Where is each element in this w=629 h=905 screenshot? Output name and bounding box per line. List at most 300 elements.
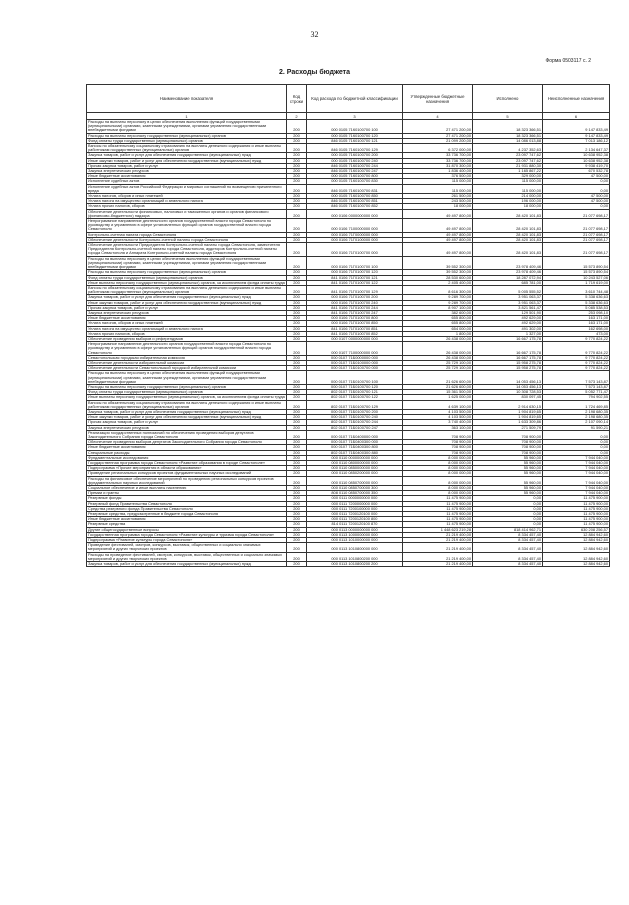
- row-remaining: 9 770 824,22: [543, 366, 610, 371]
- row-line-code: 200: [287, 506, 307, 511]
- row-remaining: 7 944 040,00: [543, 471, 610, 476]
- row-approved: 11 475 900,00: [403, 522, 473, 527]
- row-approved: 49 497 800,00: [403, 209, 473, 218]
- row-approved: 39 552 300,00: [403, 270, 473, 275]
- row-line-code: 200: [287, 270, 307, 275]
- row-remaining: 163 171,00: [543, 321, 610, 326]
- row-classification-code: 802 0107 71Б0100700 129: [307, 400, 403, 409]
- row-line-code: 200: [287, 371, 307, 385]
- row-classification-code: 802 0107 71Б0100700 244: [307, 420, 403, 425]
- row-executed: 55 960,00: [473, 466, 543, 471]
- row-executed: 15 958 275,78: [473, 360, 543, 365]
- row-executed: 14 053 456,13: [473, 384, 543, 389]
- row-line-code: 200: [287, 237, 307, 242]
- row-name: Иные закупки товаров, работ и услуг для обеспечения государственных (муниципальных) нужд: [87, 300, 287, 305]
- row-name: Закупка товаров, работ и услуг для обеспечения государственных (муниципальных) нужд: [87, 153, 287, 158]
- row-remaining: 15 573 890,54: [543, 270, 610, 275]
- row-line-code: 200: [287, 336, 307, 341]
- row-executed: 23 978 409,46: [473, 270, 543, 275]
- row-approved: 26 438 000,00: [403, 342, 473, 356]
- row-remaining: 7 944 040,00: [543, 455, 610, 460]
- column-number: 5: [473, 113, 543, 120]
- row-line-code: 200: [287, 295, 307, 300]
- row-remaining: 5 338 636,63: [543, 295, 610, 300]
- table-row: [87, 219, 610, 233]
- row-approved: 708 900,00: [403, 440, 473, 445]
- row-line-code: 200: [287, 174, 307, 179]
- row-approved: 4 103 500,00: [403, 409, 473, 414]
- row-executed: 23 097 747,62: [473, 153, 543, 158]
- row-remaining: 2 134 647,37: [543, 144, 610, 153]
- row-classification-code: 000 0106 7100000000 000: [307, 219, 403, 233]
- row-approved: 3 740 400,00: [403, 420, 473, 425]
- table-row: [87, 543, 610, 552]
- row-approved: 21 626 600,00: [403, 384, 473, 389]
- row-approved: 21 219 400,00: [403, 532, 473, 537]
- row-classification-code: 841 0106 71Г0100700 244: [307, 305, 403, 310]
- row-approved: 25 729 100,00: [403, 360, 473, 365]
- row-remaining: 21 077 698,17: [543, 232, 610, 237]
- row-executed: 0,00: [473, 517, 543, 522]
- row-executed: 708 900,00: [473, 430, 543, 439]
- row-remaining: 2 107 090,14: [543, 420, 610, 425]
- row-name: Взносы по обязательному социальному страхованию на выплаты денежного содержания и иные выплаты работникам государственных (муниципальных) органов: [87, 285, 287, 294]
- row-executed: 28 420 101,83: [473, 232, 543, 237]
- table-row: [87, 562, 610, 567]
- row-classification-code: 000 0105 71К0100700 120: [307, 133, 403, 138]
- row-classification-code: 802 0107 71Б0100700 122: [307, 395, 403, 400]
- row-approved: 115 000,00: [403, 179, 473, 184]
- row-executed: 5 005 555,52: [473, 285, 543, 294]
- row-classification-code: 000 0110 0850700000 300: [307, 486, 403, 491]
- row-executed: 685 781,00: [473, 280, 543, 285]
- table-row: [87, 360, 610, 365]
- row-name: Уплата налогов, сборов и иных платежей: [87, 194, 287, 199]
- row-remaining: 1 719 619,00: [543, 280, 610, 285]
- row-executed: 18 000,00: [473, 204, 543, 209]
- row-name: Закупка товаров, работ и услуг для обеспечения государственных (муниципальных) нужд: [87, 562, 287, 567]
- row-name: Прочая закупка товаров, работ и услуг: [87, 305, 287, 310]
- row-approved: 26 438 000,00: [403, 355, 473, 360]
- row-executed: 8 334 457,40: [473, 562, 543, 567]
- row-classification-code: 846 0105 71К0100700 129: [307, 144, 403, 153]
- row-classification-code: 000 0106 71Г0100700 800: [307, 316, 403, 321]
- row-classification-code: 000 0105 71К0100700 100: [307, 120, 403, 134]
- row-name: Расходы на проведение фестивалей, смотров, конкурсов, выставок, общественных и социально значимых мероприятий и других творческих проектов: [87, 552, 287, 561]
- row-classification-code: 000 0106 71Г0100700 000: [307, 243, 403, 257]
- row-classification-code: 841 0106 71Г0100700 852: [307, 331, 403, 336]
- column-number: 1: [87, 113, 287, 120]
- row-approved: 708 900,00: [403, 445, 473, 450]
- row-approved: 1 625 000,00: [403, 395, 473, 400]
- row-remaining: 9 147 833,49: [543, 133, 610, 138]
- row-name: Обеспечение деятельности финансовых, налоговых и таможенных органов и органов финансового (финансово-бюджетного) надзора: [87, 209, 287, 218]
- row-name: Закупка товаров, работ и услуг для обеспечения государственных (муниципальных) нужд: [87, 409, 287, 414]
- row-name: Фонд оплаты труда государственных (муниципальных) органов: [87, 275, 287, 280]
- row-executed: 8 334 457,40: [473, 532, 543, 537]
- row-remaining: 2 198 680,35: [543, 415, 610, 420]
- row-remaining: 5 085 538,53: [543, 305, 610, 310]
- row-line-code: 200: [287, 133, 307, 138]
- row-executed: 28 420 101,83: [473, 243, 543, 257]
- table-row: [87, 355, 610, 360]
- table-body: [87, 120, 610, 567]
- row-approved: 26 438 000,00: [403, 336, 473, 341]
- row-name: Подпрограмма «Развитие культуры города Севастополя»: [87, 538, 287, 543]
- header-remaining: Неисполненные назначения: [543, 85, 610, 113]
- row-classification-code: 000 0110 0850000000 000: [307, 466, 403, 471]
- header-classification-code: Код расхода по бюджетной классификации: [307, 85, 403, 113]
- row-classification-code: 000 0106 71Г0100700 100: [307, 256, 403, 270]
- row-executed: 0,00: [473, 512, 543, 517]
- row-remaining: 21 077 698,17: [543, 243, 610, 257]
- row-line-code: 200: [287, 144, 307, 153]
- table-row: [87, 243, 610, 257]
- row-executed: 4 237 352,63: [473, 144, 543, 153]
- row-line-code: 200: [287, 501, 307, 506]
- row-remaining: 10 243 527,06: [543, 275, 610, 280]
- row-remaining: 9 770 824,22: [543, 360, 610, 365]
- row-approved: 1 448 623 219,28: [403, 527, 473, 532]
- row-classification-code: 841 0106 71Г0100700 121: [307, 275, 403, 280]
- row-name: Иные закупки товаров, работ и услуг для обеспечения государственных (муниципальных) нужд: [87, 158, 287, 163]
- row-line-code: 200: [287, 204, 307, 209]
- row-classification-code: 808 0110 0850700000 350: [307, 491, 403, 496]
- row-remaining: 47 500,00: [543, 194, 610, 199]
- row-approved: 708 900,00: [403, 430, 473, 439]
- row-line-code: 200: [287, 390, 307, 395]
- row-executed: 3 821 561,47: [473, 305, 543, 310]
- row-executed: 55 960,00: [473, 455, 543, 460]
- row-remaining: 7 944 040,00: [543, 476, 610, 485]
- row-remaining: 15 573 890,54: [543, 256, 610, 270]
- row-line-code: 200: [287, 450, 307, 455]
- row-remaining: 0,00: [543, 440, 610, 445]
- row-approved: 261 500,00: [403, 194, 473, 199]
- table-row: [87, 184, 610, 193]
- row-executed: 14 053 456,13: [473, 371, 543, 385]
- header-name: Наименование показателя: [87, 85, 287, 113]
- row-line-code: 200: [287, 420, 307, 425]
- row-remaining: 12 884 942,60: [543, 562, 610, 567]
- row-remaining: 11 475 900,00: [543, 496, 610, 501]
- row-remaining: 7 944 040,00: [543, 491, 610, 496]
- row-classification-code: 000 0107 71Б0100700 100: [307, 371, 403, 385]
- row-line-code: 200: [287, 491, 307, 496]
- row-classification-code: 000 0106 71Г0100700 240: [307, 300, 403, 305]
- row-classification-code: 802 0107 71Б0100700 121: [307, 390, 403, 395]
- row-executed: 14 086 013,88: [473, 138, 543, 143]
- row-name: Иные бюджетные ассигнования: [87, 517, 287, 522]
- row-executed: 708 900,00: [473, 440, 543, 445]
- table-row: [87, 138, 610, 143]
- row-approved: 654 000,00: [403, 326, 473, 331]
- row-executed: 491 302,00: [473, 326, 543, 331]
- row-executed: 492 629,00: [473, 321, 543, 326]
- row-name: Расходы на выплаты персоналу государственных (муниципальных) органов: [87, 384, 287, 389]
- row-classification-code: 000 0107 71Б0100700 200: [307, 409, 403, 414]
- row-line-code: 200: [287, 232, 307, 237]
- row-remaining: 47 500,00: [543, 174, 610, 179]
- row-name: Расходы на финансовое обеспечение мероприятий по проведению региональных конкурсов проектов фундаментальных научных исследований: [87, 476, 287, 485]
- header-line-code: Код строки: [287, 85, 307, 113]
- row-line-code: 200: [287, 400, 307, 409]
- row-line-code: 200: [287, 538, 307, 543]
- row-remaining: 0,00: [543, 204, 610, 209]
- table-row: [87, 466, 610, 471]
- row-line-code: 200: [287, 194, 307, 199]
- row-line-code: 200: [287, 275, 307, 280]
- row-name: Подпрограмма «Прочие мероприятия в области образования»: [87, 466, 287, 471]
- row-remaining: 9 147 833,49: [543, 120, 610, 134]
- row-executed: 0,00: [473, 522, 543, 527]
- row-executed: 28 420 101,83: [473, 237, 543, 242]
- row-approved: 27 471 200,00: [403, 133, 473, 138]
- row-remaining: 10 638 952,38: [543, 153, 610, 158]
- row-line-code: 200: [287, 199, 307, 204]
- row-remaining: 473,00: [543, 331, 610, 336]
- row-line-code: 200: [287, 384, 307, 389]
- page-number: 32: [310, 30, 319, 39]
- row-executed: 8 334 457,40: [473, 543, 543, 552]
- row-classification-code: 000 0107 71Б0100700 120: [307, 384, 403, 389]
- row-line-code: 200: [287, 430, 307, 439]
- row-line-code: 200: [287, 476, 307, 485]
- column-number: 3: [307, 113, 403, 120]
- table-row: [87, 326, 610, 331]
- expenses-table: [86, 84, 610, 567]
- row-classification-code: 802 0107 71Б0100700 247: [307, 425, 403, 430]
- row-approved: 2 405 400,00: [403, 280, 473, 285]
- row-approved: 11 475 900,00: [403, 496, 473, 501]
- row-line-code: 200: [287, 243, 307, 257]
- row-remaining: 12 884 942,60: [543, 552, 610, 561]
- table-row: [87, 552, 610, 561]
- row-approved: 8 000 000,00: [403, 466, 473, 471]
- row-classification-code: 000 0106 71Г0000000 000: [307, 232, 403, 237]
- row-line-code: 200: [287, 355, 307, 360]
- row-remaining: 11 475 900,00: [543, 512, 610, 517]
- row-approved: 21 219 400,00: [403, 562, 473, 567]
- row-remaining: 11 475 900,00: [543, 501, 610, 506]
- row-classification-code: 000 0107 71Б0100000 000: [307, 360, 403, 365]
- row-name: Уплата налогов, сборов и иных платежей: [87, 321, 287, 326]
- row-remaining: 7 013 186,12: [543, 138, 610, 143]
- row-executed: 2 914 630,15: [473, 400, 543, 409]
- row-remaining: 9 770 824,22: [543, 355, 610, 360]
- row-name: Премии и гранты: [87, 491, 287, 496]
- table-row: [87, 384, 610, 389]
- row-line-code: 200: [287, 169, 307, 174]
- row-approved: 33 736 700,00: [403, 158, 473, 163]
- row-approved: 655 800,00: [403, 316, 473, 321]
- row-name: Расходы на выплаты персоналу в целях обеспечения выполнения функций государственными (муниципальными) органами, казенными учреждениями, органами управления государственными внебюджетными фондами: [87, 256, 287, 270]
- table-row: [87, 486, 610, 491]
- row-line-code: 200: [287, 496, 307, 501]
- row-line-code: 200: [287, 461, 307, 466]
- row-executed: 196 000,00: [473, 199, 543, 204]
- row-approved: 8 000 000,00: [403, 455, 473, 460]
- row-line-code: 200: [287, 440, 307, 445]
- row-remaining: 21 077 698,17: [543, 209, 610, 218]
- row-classification-code: 000 0113 1000000000 000: [307, 532, 403, 537]
- row-classification-code: 000 0105 71К0100700 240: [307, 158, 403, 163]
- row-executed: 818 414 962,71: [473, 527, 543, 532]
- row-executed: 18 323 366,51: [473, 120, 543, 134]
- table-row: [87, 285, 610, 294]
- table-row: [87, 153, 610, 158]
- row-classification-code: 841 0106 71Г0100700 851: [307, 326, 403, 331]
- row-classification-code: 000 0105 71К0100700 200: [307, 153, 403, 158]
- row-approved: 21 219 400,00: [403, 538, 473, 543]
- row-approved: 21 219 400,00: [403, 543, 473, 552]
- row-approved: 4 639 100,00: [403, 400, 473, 409]
- row-remaining: 10 638 952,38: [543, 158, 610, 163]
- row-approved: 21 219 400,00: [403, 552, 473, 561]
- row-approved: 708 900,00: [403, 450, 473, 455]
- table-row: [87, 256, 610, 270]
- row-name: Прочая закупка товаров, работ и услуг: [87, 163, 287, 168]
- row-classification-code: 846 0105 71К0100700 831: [307, 184, 403, 193]
- row-remaining: 794 902,55: [543, 395, 610, 400]
- row-classification-code: 000 0110 0000000000 000: [307, 455, 403, 460]
- row-executed: 1 327,00: [473, 331, 543, 336]
- row-executed: 55 960,00: [473, 471, 543, 476]
- row-classification-code: 000 0106 71Г0100700 850: [307, 321, 403, 326]
- table-row: [87, 209, 610, 218]
- row-classification-code: 846 0105 71К0100700 244: [307, 163, 403, 168]
- row-approved: 28 530 600,00: [403, 275, 473, 280]
- table-row: [87, 390, 610, 395]
- row-line-code: 200: [287, 552, 307, 561]
- row-name: Обеспечение деятельности Контрольно-счетной палаты города Севастополя: [87, 237, 287, 242]
- row-approved: 8 000 000,00: [403, 486, 473, 491]
- row-executed: 329 000,00: [473, 174, 543, 179]
- row-remaining: 11 475 900,00: [543, 517, 610, 522]
- row-classification-code: 000 0107 71Б0100700 000: [307, 366, 403, 371]
- table-row: [87, 199, 610, 204]
- row-line-code: 200: [287, 326, 307, 331]
- row-line-code: 200: [287, 512, 307, 517]
- row-classification-code: 000 0107 71Б0000000 000: [307, 355, 403, 360]
- row-approved: 8 616 300,00: [403, 285, 473, 294]
- row-executed: 0,00: [473, 501, 543, 506]
- row-executed: 0,00: [473, 496, 543, 501]
- header-approved: Утвержденные бюджетные назначения: [403, 85, 473, 113]
- row-approved: 49 497 800,00: [403, 219, 473, 233]
- row-remaining: 47 500,00: [543, 199, 610, 204]
- row-executed: 129 501,90: [473, 310, 543, 315]
- table-row: [87, 395, 610, 400]
- row-executed: 271 509,79: [473, 425, 543, 430]
- row-name: Исполнение судебных актов Российской Федерации и мировых соглашений по возмещению причиненного вреда: [87, 184, 287, 193]
- row-remaining: 253 098,10: [543, 310, 610, 315]
- row-remaining: 7 944 040,00: [543, 461, 610, 466]
- row-remaining: 2 198 680,35: [543, 409, 610, 414]
- row-line-code: 200: [287, 153, 307, 158]
- row-approved: 18 000,00: [403, 204, 473, 209]
- table-row: [87, 342, 610, 356]
- row-remaining: 7 944 040,00: [543, 486, 610, 491]
- row-line-code: 200: [287, 280, 307, 285]
- row-remaining: 12 884 942,60: [543, 538, 610, 543]
- row-executed: 55 960,00: [473, 461, 543, 466]
- row-executed: 28 420 101,83: [473, 219, 543, 233]
- row-line-code: 200: [287, 466, 307, 471]
- row-line-code: 200: [287, 415, 307, 420]
- table-row: [87, 336, 610, 341]
- row-approved: 33 736 700,00: [403, 153, 473, 158]
- row-classification-code: 000 0106 71Г0100700 200: [307, 295, 403, 300]
- row-name: Уплата прочих налогов, сборов: [87, 331, 287, 336]
- row-line-code: 200: [287, 209, 307, 218]
- row-name: Иные закупки товаров, работ и услуг для обеспечения государственных (муниципальных) нужд: [87, 415, 287, 420]
- row-name: Социальное обеспечение и иные выплаты населению: [87, 486, 287, 491]
- row-executed: 28 420 101,83: [473, 209, 543, 218]
- row-approved: 363 100,00: [403, 425, 473, 430]
- row-approved: 49 497 800,00: [403, 237, 473, 242]
- table-row: [87, 158, 610, 163]
- table-row: [87, 461, 610, 466]
- row-approved: 9 289 700,00: [403, 295, 473, 300]
- row-approved: 376 500,00: [403, 174, 473, 179]
- row-name: Средства резервного фонда Правительства Севастополя: [87, 506, 287, 511]
- row-executed: 18 287 072,94: [473, 275, 543, 280]
- table-row: [87, 409, 610, 414]
- row-remaining: 11 475 900,00: [543, 506, 610, 511]
- row-executed: 18 323 366,51: [473, 133, 543, 138]
- row-name: Обеспечение деятельности Председателя Контрольно-счетной палаты города Севастополя, заместителя Председателя Контрольно-счетной палаты города Севастополя, аудиторов Контрольно-счетной палаты города Севастополя и Аппарата Контрольно-счетной палаты города Севастополя: [87, 243, 287, 257]
- row-line-code: 200: [287, 486, 307, 491]
- row-line-code: 200: [287, 543, 307, 552]
- row-classification-code: 000 0111 7200120100 000: [307, 512, 403, 517]
- row-classification-code: 000 0110 0850700000 000: [307, 476, 403, 485]
- row-name: Закупка товаров, работ и услуг для обеспечения государственных (муниципальных) нужд: [87, 295, 287, 300]
- row-name: Иные бюджетные ассигнования: [87, 174, 287, 179]
- row-approved: 11 475 900,00: [403, 501, 473, 506]
- row-remaining: 91 590,21: [543, 425, 610, 430]
- row-classification-code: 000 0110 0850200000 000: [307, 471, 403, 476]
- row-approved: 21 099 200,00: [403, 138, 473, 143]
- row-classification-code: 846 0105 71К0100700 121: [307, 138, 403, 143]
- row-name: Резервные фонды: [87, 496, 287, 501]
- row-classification-code: 000 0106 71Г0100700 120: [307, 270, 403, 275]
- row-remaining: 163 171,00: [543, 316, 610, 321]
- row-name: Расходы на выплаты персоналу в целях обеспечения выполнения функций государственными (муниципальными) органами, казенными учреждениями, органами управления государственными внебюджетными фондами: [87, 120, 287, 134]
- row-executed: 8 334 457,40: [473, 538, 543, 543]
- row-approved: 382 600,00: [403, 310, 473, 315]
- row-line-code: 200: [287, 138, 307, 143]
- row-remaining: 162 698,00: [543, 326, 610, 331]
- row-executed: 10 308 728,53: [473, 390, 543, 395]
- row-line-code: 200: [287, 532, 307, 537]
- header-row: [87, 85, 610, 113]
- row-remaining: 7 573 143,87: [543, 371, 610, 385]
- row-approved: 9 289 700,00: [403, 300, 473, 305]
- row-executed: 16 667 175,78: [473, 342, 543, 356]
- row-approved: 21 626 600,00: [403, 371, 473, 385]
- row-classification-code: 841 0106 71Г0100700 122: [307, 280, 403, 285]
- row-classification-code: 000 0106 0000000000 000: [307, 209, 403, 218]
- row-executed: 708 900,00: [473, 445, 543, 450]
- row-executed: 115 000,00: [473, 179, 543, 184]
- row-approved: 115 000,00: [403, 184, 473, 193]
- row-remaining: 5 338 636,63: [543, 300, 610, 305]
- row-approved: 15 361 500,00: [403, 390, 473, 395]
- row-name: Резервные средства: [87, 522, 287, 527]
- row-line-code: 200: [287, 471, 307, 476]
- row-name: Государственная программа города Севастополя «Развитие культуры и туризма города Севастополя»: [87, 532, 287, 537]
